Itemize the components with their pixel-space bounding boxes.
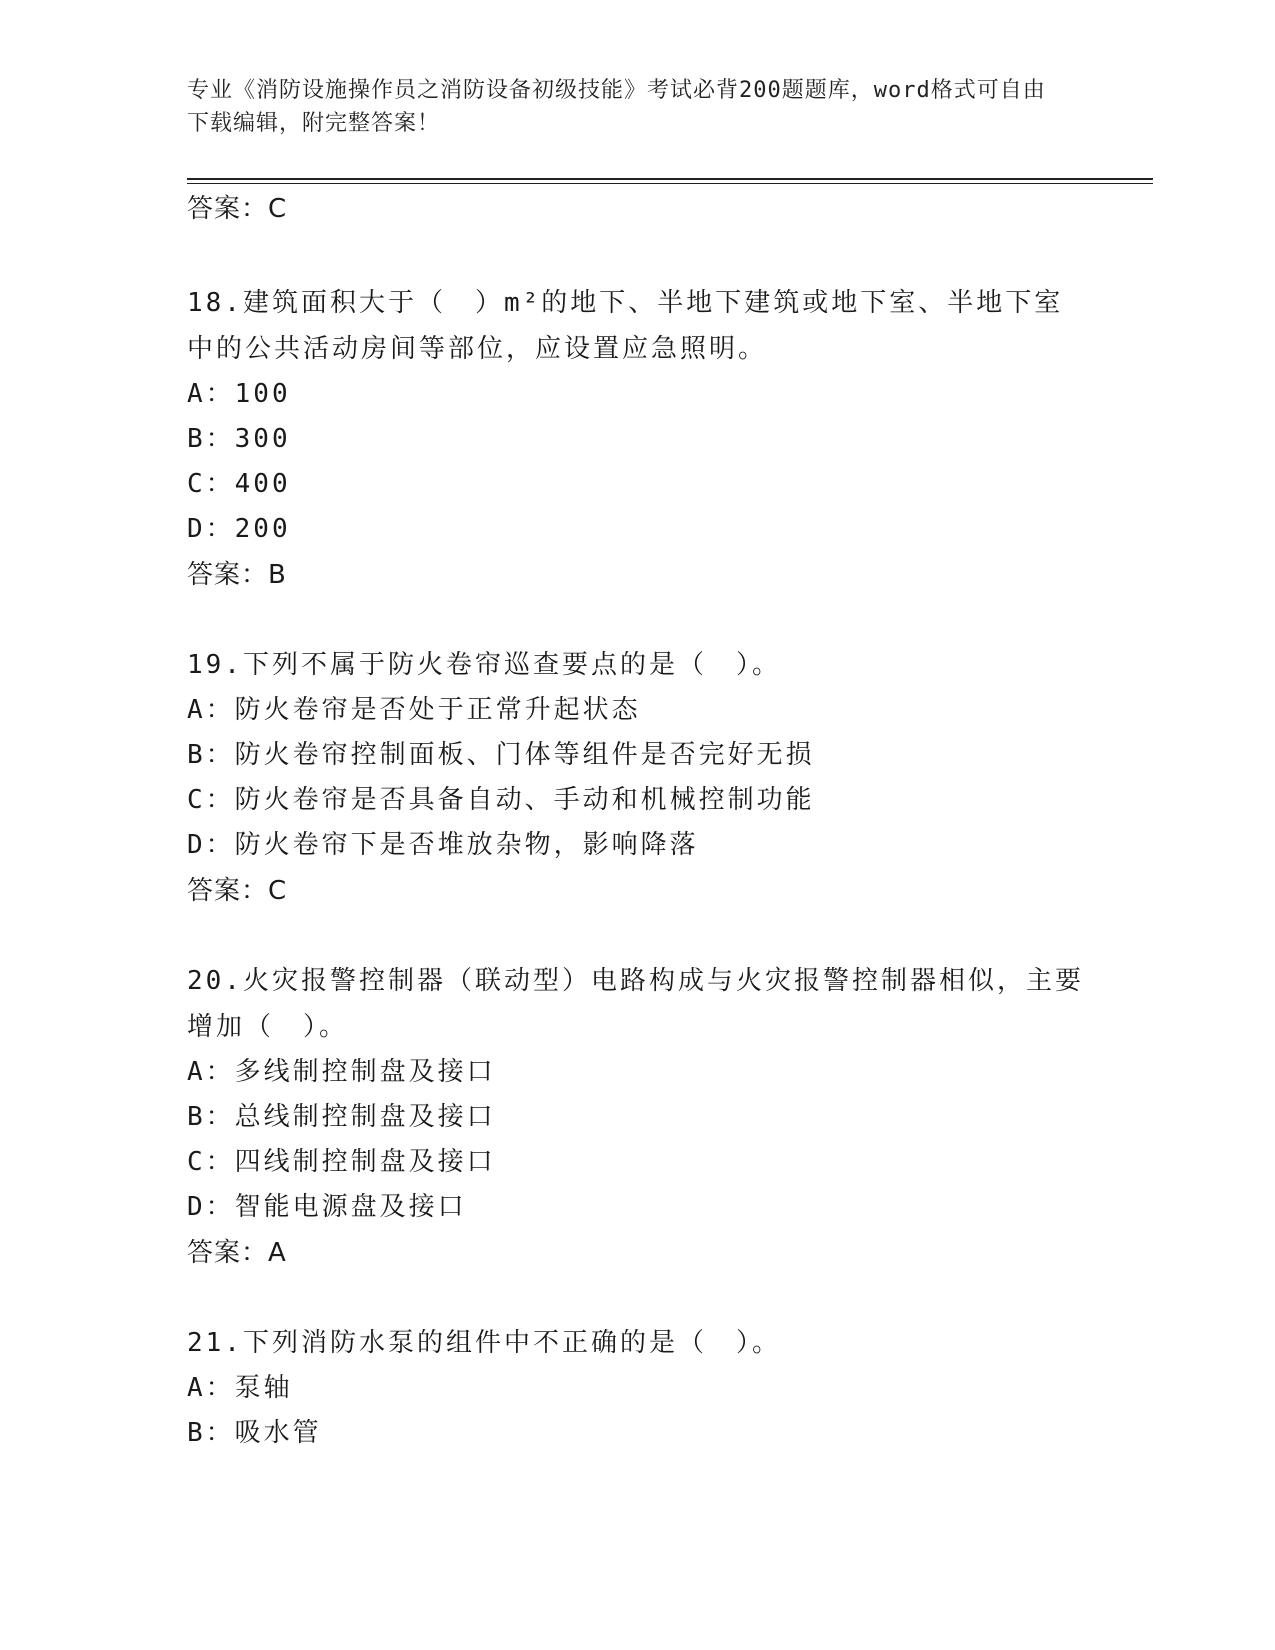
question-stem: 20.火灾报警控制器（联动型）电路构成与火灾报警控制器相似，主要增加（ ）。 xyxy=(187,966,1084,1042)
question-stem: 21.下列消防水泵的组件中不正确的是（ ）。 xyxy=(187,1328,781,1358)
option-d: D：防火卷帘下是否堆放杂物，影响降落 xyxy=(187,830,699,860)
header-divider-thick xyxy=(187,178,1153,180)
option-c: C：400 xyxy=(187,469,291,499)
question-18 xyxy=(187,280,1087,598)
option-c: C：四线制控制盘及接口 xyxy=(187,1147,496,1177)
question-answer: 答案：A xyxy=(187,1238,287,1268)
option-a: A：多线制控制盘及接口 xyxy=(187,1057,496,1087)
question-stem: 19.下列不属于防火卷帘巡查要点的是（ ）。 xyxy=(187,650,781,680)
option-d: D：智能电源盘及接口 xyxy=(187,1192,467,1222)
option-a: A：100 xyxy=(187,379,291,409)
question-answer: 答案：C xyxy=(187,876,288,906)
question-stem: 18.建筑面积大于（ ）m²的地下、半地下建筑或地下室、半地下室中的公共活动房间等部位，应设置应急照明。 xyxy=(187,288,1064,364)
question-21 xyxy=(187,1320,1087,1456)
question-list xyxy=(187,190,1087,1456)
document-header: 专业《消防设施操作员之消防设备初级技能》考试必背200题题库，word格式可自由下载编辑，附完整答案！ xyxy=(187,78,1046,136)
option-c: C：防火卷帘是否具备自动、手动和机械控制功能 xyxy=(187,785,815,815)
option-b: B：总线制控制盘及接口 xyxy=(187,1102,496,1132)
previous-answer: 答案：C xyxy=(187,194,288,224)
question-20 xyxy=(187,958,1087,1276)
option-a: A：防火卷帘是否处于正常升起状态 xyxy=(187,695,641,725)
option-b: B：吸水管 xyxy=(187,1418,322,1448)
option-a: A：泵轴 xyxy=(187,1373,293,1403)
question-answer: 答案：B xyxy=(187,560,287,590)
header-divider-thin xyxy=(187,183,1153,184)
question-19 xyxy=(187,642,1087,914)
option-b: B：防火卷帘控制面板、门体等组件是否完好无损 xyxy=(187,740,815,770)
option-d: D：200 xyxy=(187,514,291,544)
option-b: B：300 xyxy=(187,424,291,454)
